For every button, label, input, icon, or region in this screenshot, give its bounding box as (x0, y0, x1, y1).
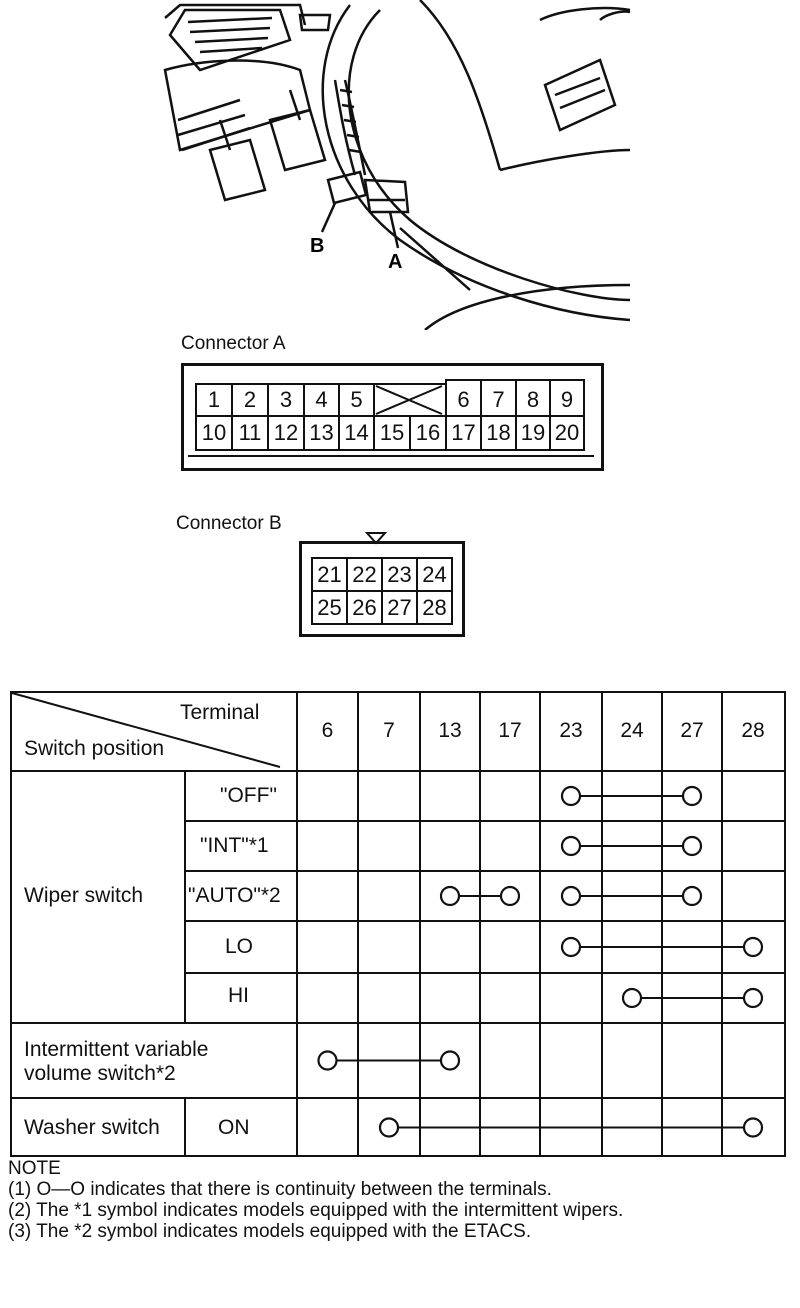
connector-a-pin: 12 (273, 420, 299, 445)
terminal-header: 6 (321, 719, 334, 742)
group-intermittent-line2: volume switch*2 (24, 1062, 176, 1085)
group-intermittent-line1: Intermittent variable (24, 1038, 209, 1061)
connector-a-pin: 15 (379, 420, 405, 445)
continuity-mark (562, 887, 701, 905)
notes (8, 1158, 788, 1242)
connector-a-pin: 19 (520, 420, 546, 445)
connector-b-pin: 21 (317, 561, 342, 587)
connector-a-pin: 14 (344, 420, 369, 445)
continuity-mark (380, 1119, 762, 1137)
connector-a-pin: 20 (554, 420, 580, 445)
steering-column-illustration (0, 0, 640, 330)
terminal-header: 23 (559, 719, 583, 742)
connector-b-title: Connector B (176, 513, 282, 534)
callout-a-label: A (388, 251, 403, 273)
connector-b-pin: 26 (352, 594, 377, 620)
position-auto: "AUTO"*2 (188, 884, 281, 907)
continuity-mark (319, 1052, 460, 1070)
terminal-header: 24 (620, 719, 644, 742)
connector-a (181, 363, 604, 471)
connector-a-title: Connector A (181, 333, 286, 354)
connector-a-pin: 9 (560, 387, 574, 412)
connector-b-pin: 22 (352, 561, 377, 587)
terminal-header: 13 (438, 719, 462, 742)
connector-a-pin: 11 (238, 420, 262, 445)
group-washer-switch: Washer switch (24, 1116, 160, 1139)
connector-b-pin: 27 (387, 594, 412, 620)
connector-a-pin: 18 (486, 420, 511, 445)
connector-a-pin: 13 (309, 420, 334, 445)
connector-b-pin: 23 (387, 561, 412, 587)
continuity-table (10, 691, 786, 1157)
note-3: (3) The *2 symbol indicates models equipped with the ETACS. (8, 1221, 532, 1242)
header-terminal: Terminal (180, 701, 260, 724)
header-switch-position: Switch position (24, 737, 165, 760)
continuity-mark (562, 787, 701, 805)
connector-b-pin: 28 (422, 594, 447, 620)
terminal-header: 27 (680, 719, 704, 742)
connector-b (299, 541, 465, 637)
position-int: "INT"*1 (200, 834, 269, 857)
continuity-mark (562, 837, 701, 855)
position-lo: LO (225, 935, 254, 958)
notes-heading: NOTE (8, 1158, 61, 1179)
connector-a-pin: 16 (415, 420, 441, 445)
terminal-header: 28 (741, 719, 765, 742)
note-2: (2) The *1 symbol indicates models equipped with the intermittent wipers. (8, 1200, 624, 1221)
connector-b-pin: 25 (317, 594, 342, 620)
connector-a-pin: 3 (279, 387, 293, 412)
connector-a-pin: 4 (315, 387, 328, 412)
connector-a-pin: 8 (526, 387, 540, 412)
continuity-mark (623, 989, 762, 1007)
connector-a-pin: 1 (207, 387, 221, 412)
connector-a-pin: 7 (492, 387, 505, 412)
position-washer-on: ON (218, 1116, 250, 1139)
position-hi: HI (228, 984, 249, 1007)
note-1: (1) O—O indicates that there is continuity between the terminals. (8, 1179, 552, 1200)
callout-b-label: B (310, 235, 325, 257)
terminal-header: 17 (498, 719, 522, 742)
connector-a-pin: 17 (451, 420, 476, 445)
connector-a-pin: 5 (350, 387, 363, 412)
connector-a-pin: 6 (457, 387, 470, 412)
position-off: "OFF" (220, 784, 277, 807)
connector-a-pin: 10 (201, 420, 227, 445)
terminal-header: 7 (383, 719, 395, 742)
group-wiper-switch: Wiper switch (24, 884, 144, 907)
connector-a-pin: 2 (243, 387, 257, 412)
connector-b-pin: 24 (422, 561, 447, 587)
